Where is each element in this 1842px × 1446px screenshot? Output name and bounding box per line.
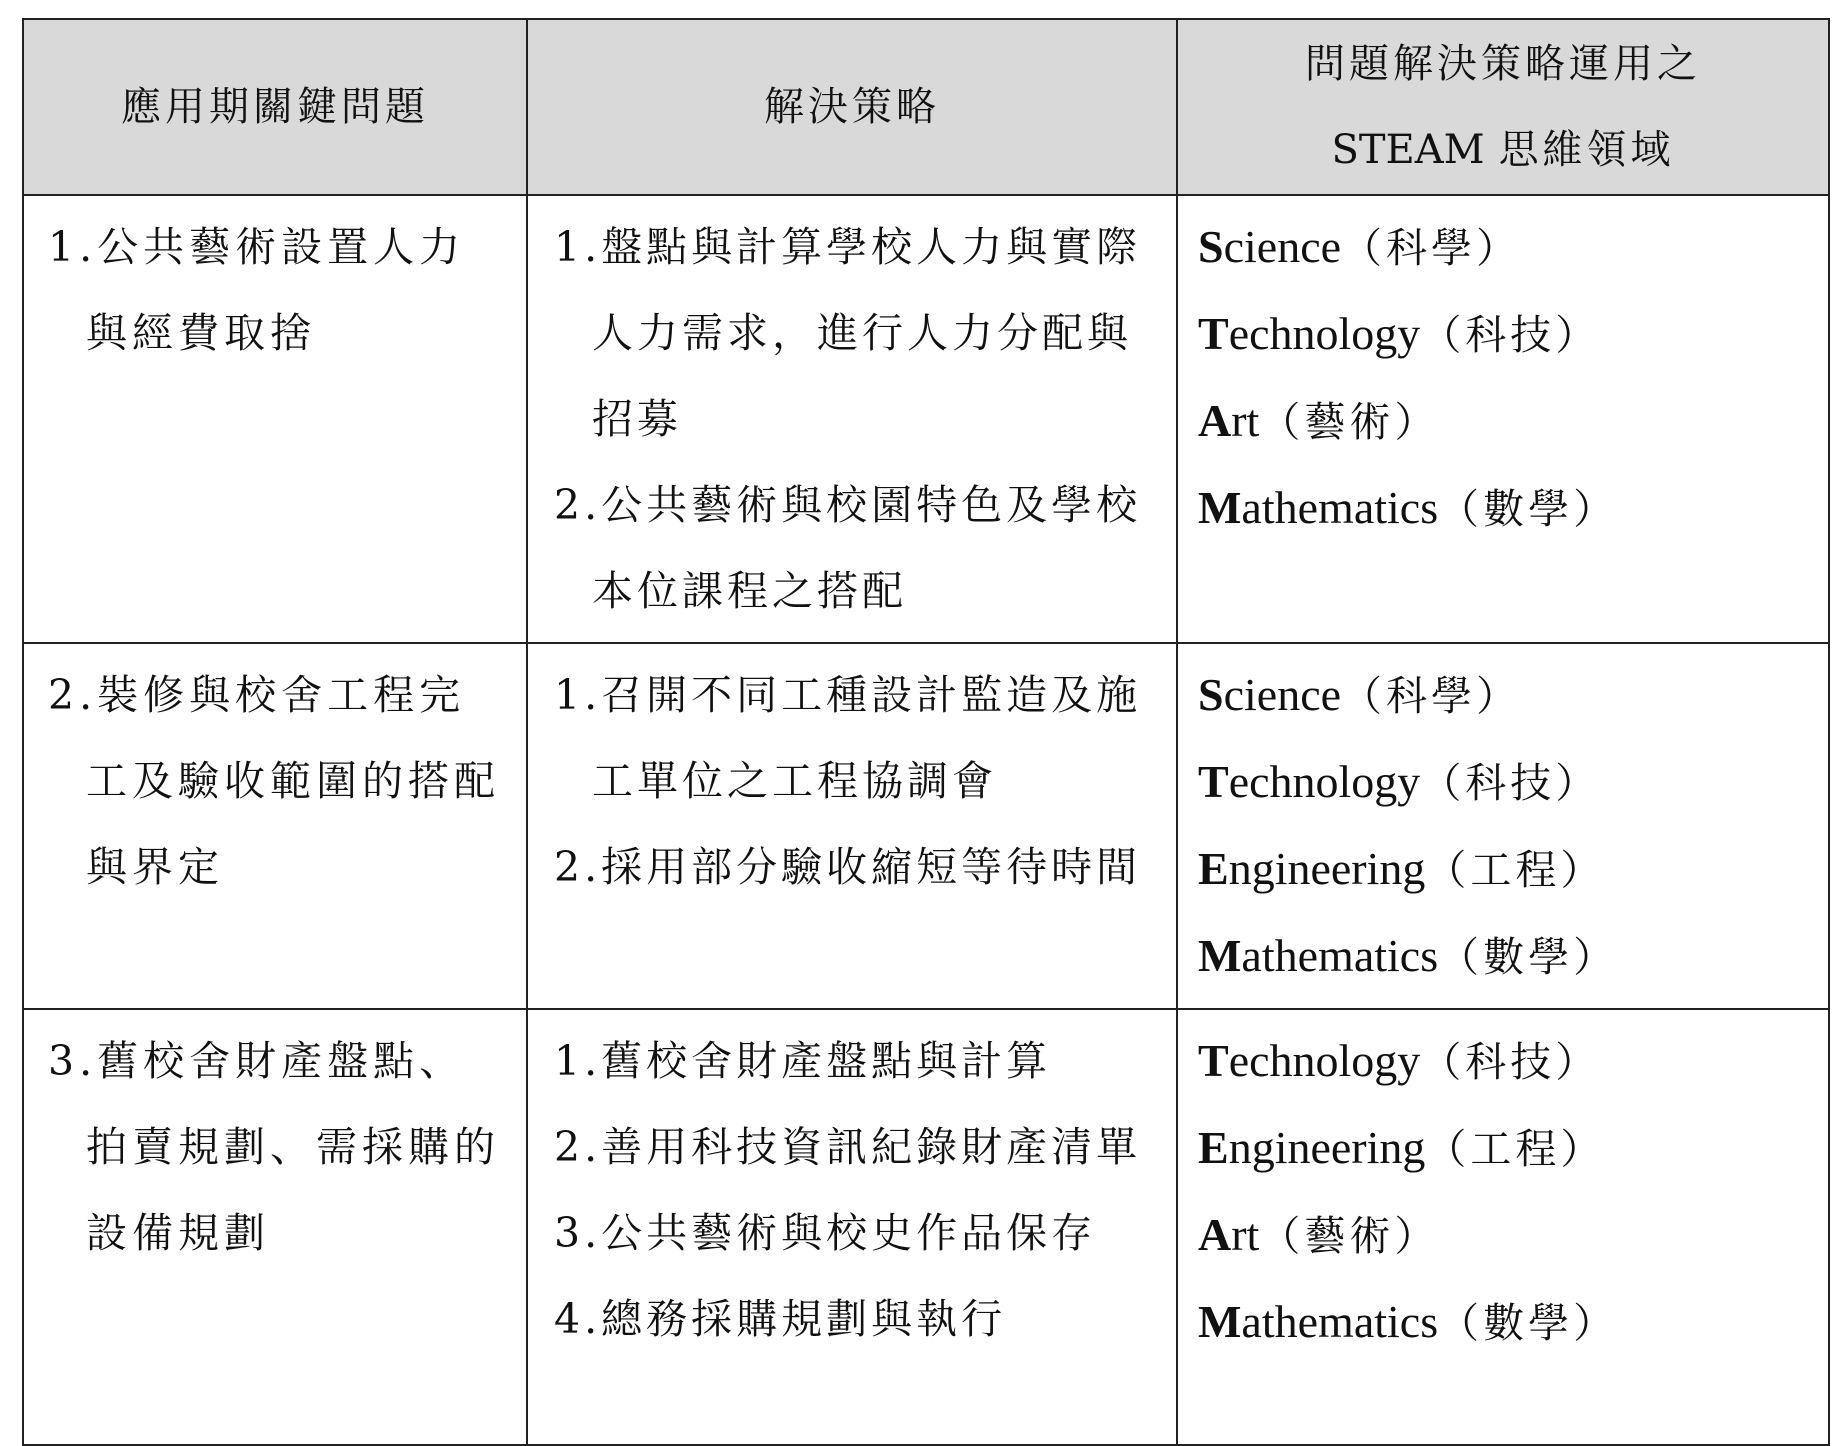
domain-rest: athematics — [1241, 930, 1439, 981]
table-row — [23, 643, 1829, 1009]
domain-item — [1198, 1105, 1812, 1192]
domain-rest: cience — [1223, 221, 1342, 272]
strategy-item: 1.盤點與計算學校人力與實際人力需求，進行人力分配與招募 — [554, 223, 1142, 443]
issue-text: 3.舊校舍財產盤點、拍賣規劃、需採購的設備規劃 — [48, 1037, 500, 1257]
issue-cell — [23, 1009, 527, 1445]
domain-initial: M — [1198, 930, 1242, 981]
domain-zh: （數學） — [1438, 933, 1619, 981]
domain-zh: （科學） — [1341, 672, 1522, 720]
domain-item — [1198, 1279, 1812, 1366]
domain-zh: （工程） — [1425, 1125, 1606, 1173]
domain-item — [1198, 291, 1812, 378]
domain-item — [1198, 739, 1812, 826]
table-row — [23, 195, 1829, 643]
issue-text: 1.公共藝術設置人力與經費取捨 — [48, 223, 466, 357]
domain-cell — [1177, 643, 1829, 1009]
domain-cell — [1177, 195, 1829, 643]
domain-item — [1198, 378, 1812, 465]
header-steam-domain — [1177, 19, 1829, 195]
domain-item — [1198, 652, 1812, 739]
domain-rest: echnology — [1228, 308, 1421, 359]
domain-initial: M — [1198, 1296, 1242, 1347]
header-steam-word: STEAM — [1331, 127, 1485, 173]
domain-rest: cience — [1223, 669, 1342, 720]
strategy-item: 3.公共藝術與校史作品保存 — [554, 1209, 1097, 1257]
header-steam-line1: 問題解決策略運用之 — [1305, 41, 1701, 87]
strategy-cell — [527, 195, 1177, 643]
domain-initial: T — [1198, 1035, 1229, 1086]
issue-cell — [23, 195, 527, 643]
domain-item — [1198, 826, 1812, 913]
domain-rest: ngineering — [1228, 1122, 1426, 1173]
domain-zh: （科技） — [1420, 311, 1601, 359]
domain-zh: （數學） — [1438, 1299, 1619, 1347]
domain-initial: A — [1198, 1209, 1232, 1260]
domain-cell — [1177, 1009, 1829, 1445]
domain-zh: （藝術） — [1259, 1212, 1440, 1260]
domain-zh: （科學） — [1341, 224, 1522, 272]
strategy-item: 2.採用部分驗收縮短等待時間 — [554, 843, 1142, 891]
domain-zh: （藝術） — [1259, 398, 1440, 446]
domain-initial: T — [1198, 308, 1229, 359]
domain-initial: M — [1198, 482, 1242, 533]
domain-zh: （數學） — [1438, 485, 1619, 533]
strategy-cell — [527, 643, 1177, 1009]
domain-rest: ngineering — [1228, 843, 1426, 894]
strategy-item: 1.召開不同工種設計監造及施工單位之工程協調會 — [554, 671, 1142, 805]
header-strategy: 解決策略 — [527, 19, 1177, 195]
domain-rest: echnology — [1228, 1035, 1421, 1086]
header-steam-line2 — [1179, 107, 1827, 193]
domain-item — [1198, 465, 1812, 552]
table-row — [23, 1009, 1829, 1445]
domain-item — [1198, 1192, 1812, 1279]
strategy-item: 1.舊校舍財產盤點與計算 — [554, 1037, 1052, 1085]
domain-item — [1198, 913, 1812, 1000]
domain-initial: S — [1198, 669, 1224, 720]
domain-rest: rt — [1231, 395, 1260, 446]
issue-cell — [23, 643, 527, 1009]
issue-text: 2.裝修與校舍工程完工及驗收範圍的搭配與界定 — [48, 671, 500, 891]
domain-rest: echnology — [1228, 756, 1421, 807]
strategy-cell — [527, 1009, 1177, 1445]
domain-zh: （科技） — [1420, 759, 1601, 807]
domain-initial: E — [1198, 1122, 1229, 1173]
strategy-item: 2.公共藝術與校園特色及學校本位課程之搭配 — [554, 481, 1142, 615]
strategy-item: 2.善用科技資訊紀錄財產清單 — [554, 1123, 1142, 1171]
table-body — [23, 195, 1829, 1445]
domain-initial: T — [1198, 756, 1229, 807]
domain-item — [1198, 1018, 1812, 1105]
domain-initial: A — [1198, 395, 1232, 446]
table-header — [23, 19, 1829, 195]
domain-rest: rt — [1231, 1209, 1260, 1260]
domain-initial: S — [1198, 221, 1224, 272]
header-steam-suffix: 思維領域 — [1498, 127, 1675, 173]
domain-rest: athematics — [1241, 1296, 1439, 1347]
header-key-issue: 應用期關鍵問題 — [23, 19, 527, 195]
domain-item — [1198, 204, 1812, 291]
steam-strategy-table — [22, 18, 1830, 1446]
domain-rest: athematics — [1241, 482, 1439, 533]
domain-zh: （工程） — [1425, 846, 1606, 894]
domain-initial: E — [1198, 843, 1229, 894]
header-row — [23, 19, 1829, 195]
domain-zh: （科技） — [1420, 1038, 1601, 1086]
strategy-item: 4.總務採購規劃與執行 — [554, 1295, 1007, 1343]
